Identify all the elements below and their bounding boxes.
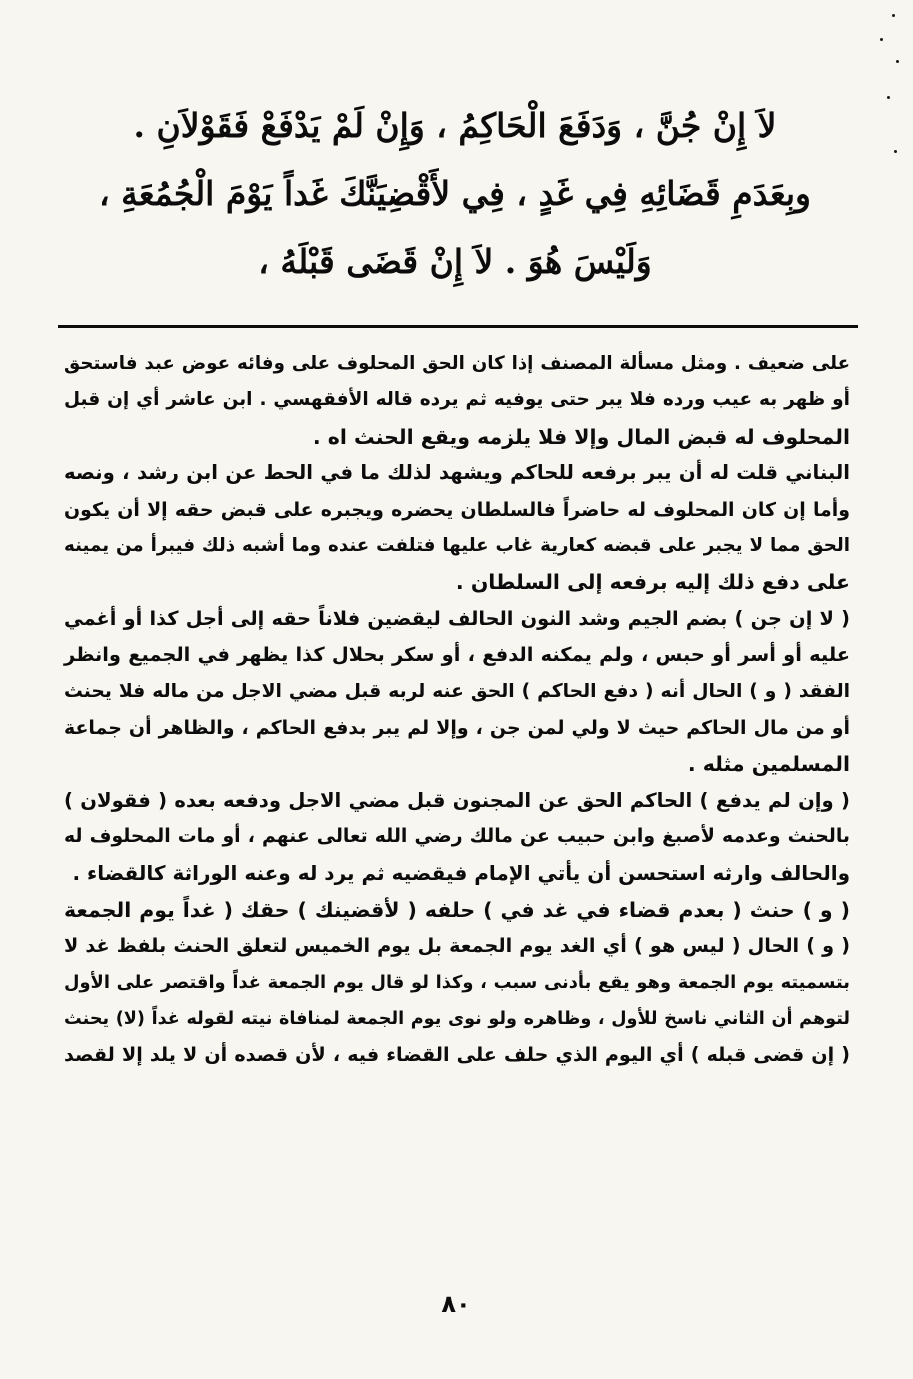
matn-line: وبِعَدَمِ قَضَائِهِ فِي غَدٍ ، فِي لأَقْضِيَنَّكَ غَداً يَوْمَ الْجُمُعَةِ ،	[98, 174, 811, 213]
commentary-line: والحالف وارثه استحسن أن يأتي الإمام فيقضيه ثم يرد له وعنه الوراثة كالقضاء .	[72, 861, 850, 886]
commentary-line: المحلوف له قبض المال وإلا فلا يلزمه ويقع الحنث اه .	[312, 424, 850, 449]
commentary-line: ( و ) الحال ( ليس هو ) أي الغد يوم الجمعة بل يوم الخميس لتعلق الحنث بلفظ غد لا	[64, 934, 850, 958]
commentary-line: عليه أو أسر أو حبس ، ولم يمكنه الدفع ، أو سكر بحلال كذا يظهر في الجميع وانظر	[64, 643, 850, 667]
page-number: ٨٠	[441, 1290, 471, 1318]
commentary-text	[64, 346, 850, 1074]
ink-speck	[887, 96, 890, 99]
commentary-line: ( و ) حنث ( بعدم قضاء في غد في ) حلفه ( لأقضينك ) حقك ( غداً يوم الجمعة	[64, 897, 850, 922]
commentary-line: على ضعيف . ومثل مسألة المصنف إذا كان الحق المحلوف على وفائه عوض عبد فاستحق	[64, 353, 850, 374]
commentary-paragraph	[64, 346, 850, 455]
commentary-line: على دفع ذلك إليه برفعه إلى السلطان .	[455, 570, 850, 595]
matn-line: وَلَيْسَ هُوَ . لاَ إِنْ قَضَى قَبْلَهُ ،	[258, 242, 652, 281]
commentary-paragraph	[64, 601, 850, 783]
commentary-paragraph	[64, 892, 850, 1074]
matn-text	[60, 92, 850, 296]
commentary-line: البناني قلت له أن يبر برفعه للحاكم ويشهد لذلك ما في الحط عن ابن رشد ، ونصه	[64, 461, 850, 485]
ink-speck	[892, 14, 895, 17]
commentary-line: ( إن قضى قبله ) أي اليوم الذي حلف على القضاء فيه ، لأن قصده أن لا يلد إلا لقصد	[64, 1043, 850, 1067]
matn-line: لاَ إِنْ جُنَّ ، وَدَفَعَ الْحَاكِمُ ، وَإِنْ لَمْ يَدْفَعْ فَقَوْلاَنِ .	[133, 106, 777, 145]
commentary-line: الفقد ( و ) الحال أنه ( دفع الحاكم ) الحق عنه لربه قبل مضي الاجل من ماله فلا يحنث	[64, 680, 850, 702]
commentary-paragraph	[64, 455, 850, 601]
separator-rule	[58, 325, 858, 328]
ink-speck	[894, 150, 897, 153]
commentary-paragraph	[64, 783, 850, 892]
ink-speck	[880, 38, 883, 41]
commentary-line: الحق مما لا يجبر على قبضه كعارية غاب عليها فتلفت عنده وما أشبه ذلك فيبرأ من يمينه	[64, 534, 850, 556]
commentary-line: وأما إن كان المحلوف له حاضراً فالسلطان يحضره ويجبره على قبض حقه إلا أن يكون	[64, 498, 850, 521]
commentary-line: ( وإن لم يدفع ) الحاكم الحق عن المجنون قبل مضي الاجل ودفعه بعده ( فقولان )	[64, 788, 850, 812]
commentary-line: لتوهم أن الثاني ناسخ للأول ، وظاهره ولو نوى يوم الجمعة لمنافاة نيته لقوله غداً (لا) يحنث	[64, 1009, 850, 1030]
commentary-line: المسلمين مثله .	[687, 752, 850, 777]
commentary-line: بالحنث وعدمه لأصبغ وابن حبيب عن مالك رضي الله تعالى عنهم ، أو مات المحلوف له	[64, 826, 850, 848]
commentary-line: أو ظهر به عيب ورده فلا يبر حتى يوفيه ثم يرده قاله الأفقهسي . ابن عاشر أي إن قبل	[64, 389, 850, 411]
commentary-line: ( لا إن جن ) بضم الجيم وشد النون الحالف ليقضين فلاناً حقه إلى أجل كذا أو أغمي	[64, 606, 850, 630]
commentary-line: بتسميته يوم الجمعة وهو يقع بأدنى سبب ، وكذا لو قال يوم الجمعة غداً واقتصر على الأول	[64, 971, 850, 993]
ink-speck	[896, 60, 899, 63]
commentary-line: أو من مال الحاكم حيث لا ولي لمن جن ، وإلا لم يبر بدفع الحاكم ، والظاهر أن جماعة	[64, 716, 850, 739]
